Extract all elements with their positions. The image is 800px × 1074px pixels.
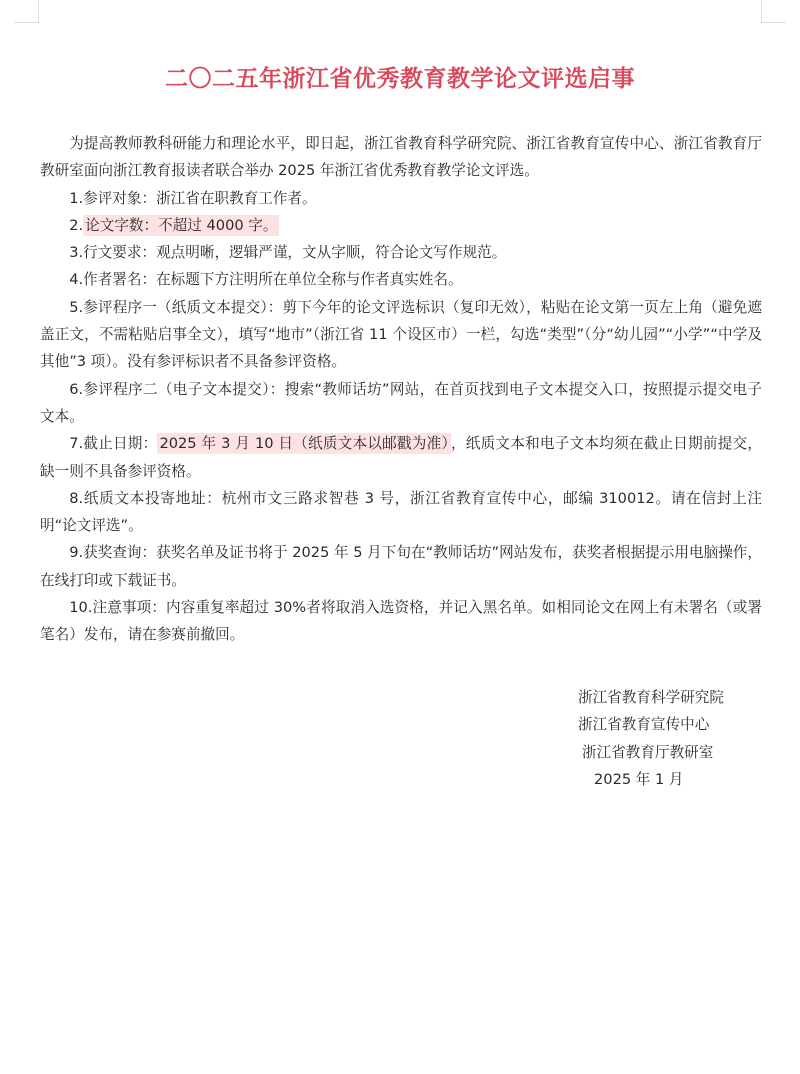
item-1 <box>40 185 762 212</box>
item-4 <box>40 266 762 293</box>
item-9-text: 9.获奖查询：获奖名单及证书将于 2025 年 5 月下旬在“教师话坊”网站发布，获奖者根据提示用电脑操作，在线打印或下载证书。 <box>40 544 762 589</box>
item-5 <box>40 294 762 376</box>
document-title: 二〇二五年浙江省优秀教育教学论文评选启事 <box>165 66 635 92</box>
signature-block <box>578 684 724 793</box>
item-4-text: 4.作者署名：在标题下方注明所在单位全称与作者真实姓名。 <box>69 271 463 289</box>
item-7-label: 7.截止日期： <box>69 435 158 453</box>
item-10 <box>40 594 762 649</box>
signature-date: 2025 年 1 月 <box>594 770 684 788</box>
item-7 <box>40 430 762 485</box>
item-5-text: 5.参评程序一（纸质文本提交）：剪下今年的论文评选标识（复印无效），粘贴在论文第一页左上角（避免遮盖正文，不需粘贴启事全文），填写“地市”（浙江省 11 个设区市）一栏，勾选“类型”（分“幼儿园”“小学”“中学及其他”3 项）。没有参评标识者不具备参评资格。 <box>40 298 762 371</box>
item-1-text: 1.参评对象：浙江省在职教育工作者。 <box>69 189 317 207</box>
item-7-deadline-highlight: 2025 年 3 月 10 日（纸质文本以邮戳为准） <box>159 435 449 453</box>
item-6-text: 6.参评程序二（电子文本提交）：搜索“教师话坊”网站，在首页找到电子文本提交入口，按照提示提交电子文本。 <box>40 380 762 425</box>
page-corner-mark-top-right <box>761 0 786 23</box>
item-2-number: 2. <box>69 216 84 234</box>
document-body <box>40 130 762 649</box>
item-2-highlight: 论文字数：不超过 4000 字。 <box>85 216 278 234</box>
signature-org-1: 浙江省教育科学研究院 <box>578 689 724 706</box>
intro-paragraph: 为提高教师教科研能力和理论水平，即日起，浙江省教育科学研究院、浙江省教育宣传中心、浙江省教育厅教研室面向浙江教育报读者联合举办 2025 年浙江省优秀教育教学论文评选。 <box>40 135 762 180</box>
page-corner-mark-top-left <box>14 0 39 23</box>
item-3-text: 3.行文要求：观点明晰，逻辑严谨，文从字顺，符合论文写作规范。 <box>69 244 507 262</box>
signature-org-2: 浙江省教育宣传中心 <box>578 716 710 734</box>
signature-org-3: 浙江省教育厅教研室 <box>582 743 714 761</box>
item-2 <box>40 212 762 239</box>
item-3 <box>40 239 762 266</box>
item-8-text: 8.纸质文本投寄地址：杭州市文三路求智巷 3 号，浙江省教育宣传中心，邮编 310012。请在信封上注明“论文评选”。 <box>40 489 762 535</box>
item-7-rest: ，纸质文本和电子文本均须在截止日期前提交，缺一则不具备参评资格。 <box>40 435 762 480</box>
item-6 <box>40 376 762 431</box>
item-10-text: 10.注意事项：内容重复率超过 30%者将取消入选资格，并记入黑名单。如相同论文在网上有未署名（或署笔名）发布，请在参赛前撤回。 <box>40 599 762 644</box>
item-8 <box>40 485 762 540</box>
item-9 <box>40 539 762 594</box>
